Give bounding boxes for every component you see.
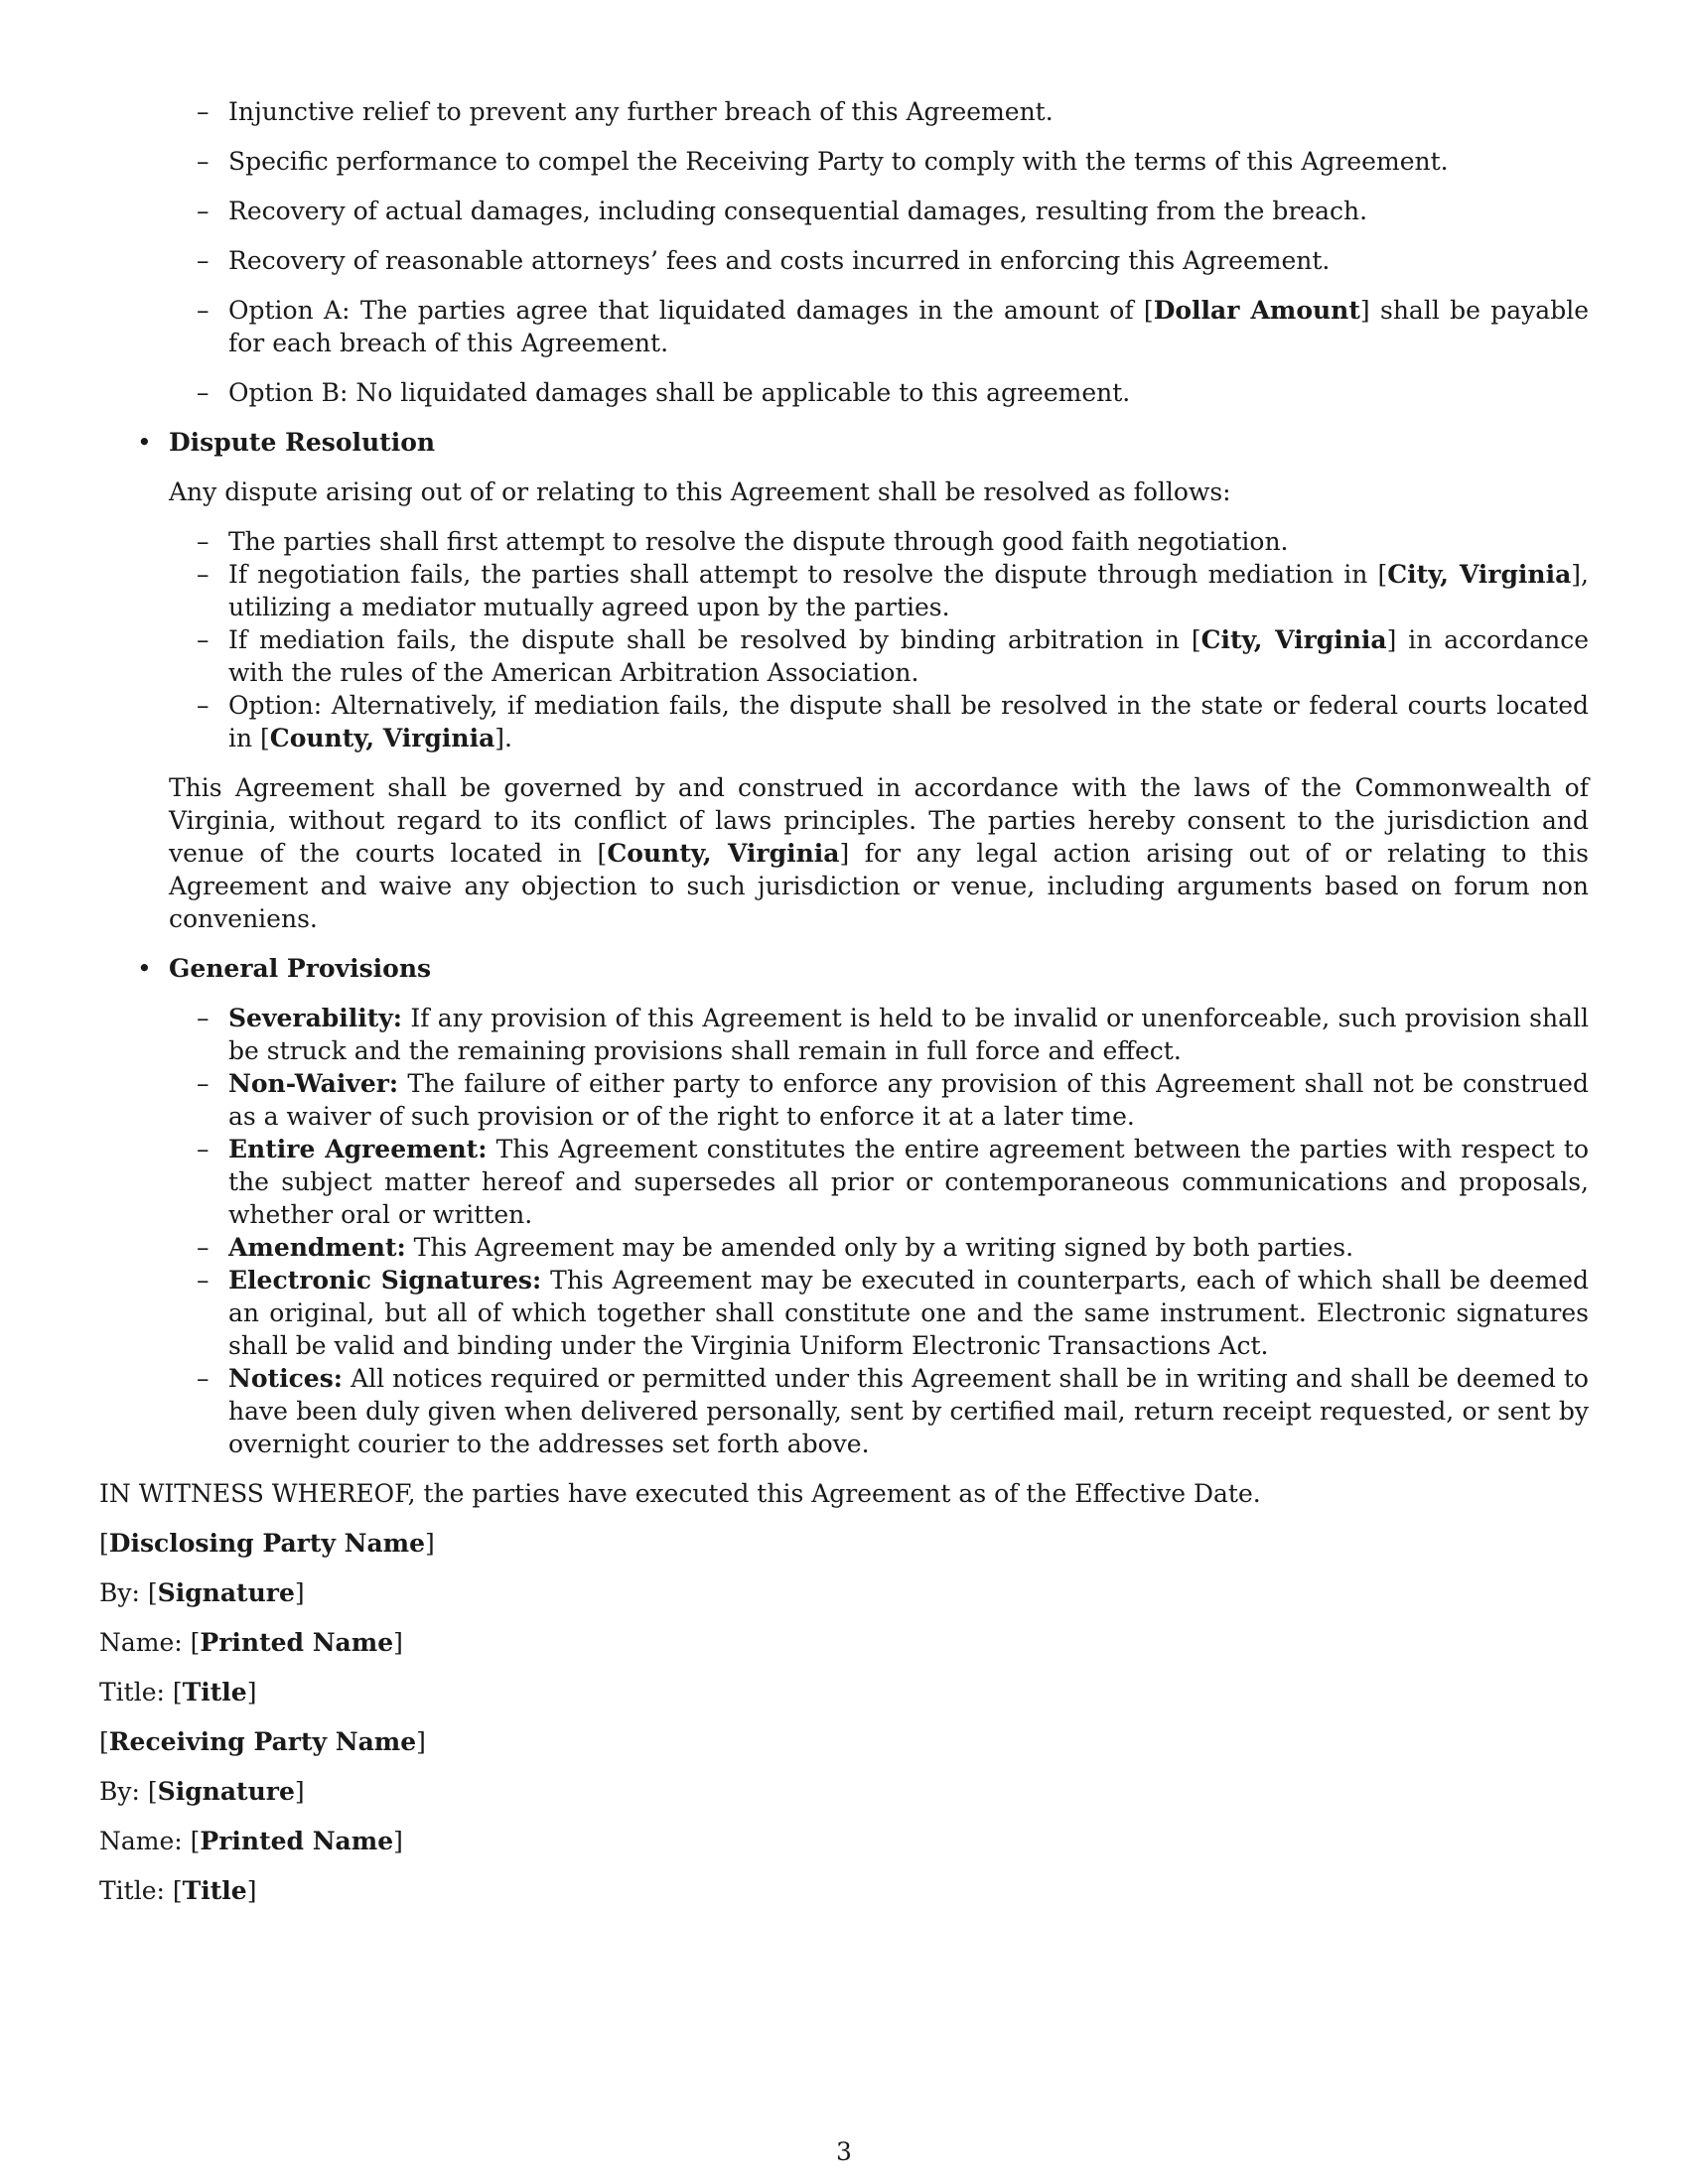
list-item-text: Recovery of reasonable attorneys’ fees and costs incurred in enforcing this Agreement.: [228, 246, 1331, 275]
provision-text: This Agreement constitutes the entire agreement between the parties with respect to the subject matter hereof and supersedes all prior or contemporaneous communications and proposals, whether oral or written.: [228, 1135, 1589, 1229]
dispute-intro: Any dispute arising out of or relating to this Agreement shall be resolved as follows:: [169, 478, 1231, 506]
placeholder-city-virginia: City, Virginia: [1200, 625, 1387, 654]
list-item-text: Option: Alternatively, if mediation fails, the dispute shall be resolved in the state or federal courts located in [: [228, 691, 1589, 752]
disclosing-printed-name-line: Name: [Printed Name]: [99, 1628, 403, 1657]
list-item-text-end: ].: [494, 724, 512, 752]
provision-text: The failure of either party to enforce any provision of this Agreement shall not be construed as a waiver of such provision or of the right to enforce it at a later time.: [228, 1069, 1589, 1131]
placeholder-receiving-party: Receiving Party Name: [108, 1727, 417, 1756]
provision-notices: [99, 1362, 1589, 1460]
section-heading-general-provisions: [99, 952, 1589, 985]
paragraph-text-end: ] for any legal action arising out of or relating to this Agreement and waive any objection to such jurisdiction or venue, including arguments based on forum non conveniens.: [169, 839, 1589, 933]
disclosing-signature-line: By: [Signature]: [99, 1578, 305, 1607]
list-item: [99, 95, 1589, 128]
provision-label: Severability:: [228, 1004, 403, 1032]
witness-clause: IN WITNESS WHEREOF, the parties have executed this Agreement as of the Effective Date.: [99, 1479, 1261, 1508]
dash-marker: –: [197, 560, 210, 589]
section-heading-dispute-resolution: [99, 426, 1589, 459]
placeholder-signature: Signature: [157, 1777, 295, 1806]
dash-marker: –: [197, 625, 210, 654]
remedies-list: [99, 95, 1589, 409]
field-label: Name:: [99, 1827, 191, 1855]
placeholder-disclosing-party: Disclosing Party Name: [108, 1529, 426, 1558]
list-item-text-end: ], utilizing a mediator mutually agreed upon by the parties.: [228, 560, 1589, 621]
placeholder-title: Title: [182, 1876, 247, 1905]
dash-marker: –: [197, 1135, 210, 1163]
list-item-text-end: ] in accordance with the rules of the American Arbitration Association.: [228, 625, 1589, 687]
dash-marker: –: [197, 246, 210, 275]
provision-text: This Agreement may be amended only by a writing signed by both parties.: [405, 1233, 1354, 1262]
dispute-steps-list: [99, 525, 1589, 754]
paragraph-text: This Agreement shall be governed by and construed in accordance with the laws of the Commonwealth of Virginia, without regard to its conflict of laws principles. The parties hereby consent to the jurisdiction and venue of the courts located in [: [169, 773, 1589, 868]
provision-text: If any provision of this Agreement is held to be invalid or unenforceable, such provision shall be struck and the remaining provisions shall remain in full force and effect.: [228, 1004, 1589, 1065]
field-label: By:: [99, 1777, 148, 1806]
dash-marker: –: [197, 378, 210, 407]
option-a-item: [99, 294, 1589, 359]
provision-non-waiver: [99, 1067, 1589, 1133]
list-item-text: If negotiation fails, the parties shall attempt to resolve the dispute through mediation in [: [228, 560, 1388, 589]
receiving-title-line: Title: [Title]: [99, 1876, 257, 1905]
list-item: [99, 195, 1589, 227]
disclosing-party-name: [Disclosing Party Name]: [99, 1529, 435, 1558]
list-item-text: Recovery of actual damages, including consequential damages, resulting from the breach.: [228, 197, 1368, 225]
receiving-party-name: [Receiving Party Name]: [99, 1727, 426, 1756]
dash-marker: –: [197, 1364, 210, 1393]
provision-label: Entire Agreement:: [228, 1135, 488, 1163]
general-provisions-list: [99, 1002, 1589, 1460]
placeholder-city-virginia: City, Virginia: [1387, 560, 1572, 589]
provision-amendment: [99, 1231, 1589, 1264]
list-item-text: The parties shall first attempt to resolve the dispute through good faith negotiation.: [228, 527, 1289, 556]
dash-marker: –: [197, 147, 210, 176]
governing-law-paragraph: [99, 771, 1589, 935]
provision-label: Amendment:: [228, 1233, 406, 1262]
receiving-printed-name-line: Name: [Printed Name]: [99, 1827, 403, 1855]
disclosing-title-line: Title: [Title]: [99, 1678, 257, 1706]
provision-label: Electronic Signatures:: [228, 1266, 542, 1295]
document-page: [99, 95, 1589, 1924]
bullet-marker: •: [137, 954, 152, 983]
option-a-text-end: ] shall be payable for each breach of this Agreement.: [228, 296, 1589, 357]
placeholder-dollar-amount: Dollar Amount: [1153, 296, 1360, 325]
placeholder-printed-name: Printed Name: [200, 1628, 394, 1657]
dash-marker: –: [197, 1233, 210, 1262]
placeholder-printed-name: Printed Name: [200, 1827, 394, 1855]
list-item: [99, 689, 1589, 754]
field-label: Title:: [99, 1876, 173, 1905]
list-item: [99, 525, 1589, 558]
dash-marker: –: [197, 296, 210, 325]
provision-entire-agreement: [99, 1133, 1589, 1231]
option-a-text: Option A: The parties agree that liquidated damages in the amount of [: [228, 296, 1154, 325]
dash-marker: –: [197, 691, 210, 720]
dash-marker: –: [197, 527, 210, 556]
option-b-item: [99, 376, 1589, 409]
provision-electronic-signatures: [99, 1264, 1589, 1362]
provision-label: Notices:: [228, 1364, 344, 1393]
field-label: By:: [99, 1578, 148, 1607]
placeholder-county-virginia: County, Virginia: [607, 839, 840, 868]
list-item: [99, 244, 1589, 277]
list-item-text: Specific performance to compel the Receiving Party to comply with the terms of this Agreement.: [228, 147, 1449, 176]
provision-label: Non-Waiver:: [228, 1069, 399, 1098]
dash-marker: –: [197, 197, 210, 225]
provision-text: All notices required or permitted under this Agreement shall be in writing and shall be deemed to have been duly given when delivered personally, sent by certified mail, return receipt requested, or sent by overnight courier to the addresses set forth above.: [228, 1364, 1589, 1458]
list-item: [99, 145, 1589, 178]
placeholder-title: Title: [182, 1678, 247, 1706]
list-item: [99, 558, 1589, 623]
dash-marker: –: [197, 1004, 210, 1032]
dash-marker: –: [197, 97, 210, 126]
receiving-signature-line: By: [Signature]: [99, 1777, 305, 1806]
placeholder-signature: Signature: [157, 1578, 295, 1607]
field-label: Name:: [99, 1628, 191, 1657]
field-label: Title:: [99, 1678, 173, 1706]
bullet-marker: •: [137, 428, 152, 457]
list-item-text: Injunctive relief to prevent any further breach of this Agreement.: [228, 97, 1054, 126]
provision-text: This Agreement may be executed in counterparts, each of which shall be deemed an original, but all of which together shall constitute one and the same instrument. Electronic signatures shall be valid and binding under the Virginia Uniform Electronic Transactions Act.: [228, 1266, 1589, 1360]
list-item-text: If mediation fails, the dispute shall be resolved by binding arbitration in [: [228, 625, 1201, 654]
provision-severability: [99, 1002, 1589, 1067]
dash-marker: –: [197, 1069, 210, 1098]
page-number: 3: [836, 2137, 852, 2166]
placeholder-county-virginia: County, Virginia: [269, 724, 495, 752]
dash-marker: –: [197, 1266, 210, 1295]
section-heading-text: General Provisions: [169, 954, 432, 983]
list-item: [99, 623, 1589, 689]
list-item-text: Option B: No liquidated damages shall be applicable to this agreement.: [228, 378, 1131, 407]
section-heading-text: Dispute Resolution: [169, 428, 436, 457]
